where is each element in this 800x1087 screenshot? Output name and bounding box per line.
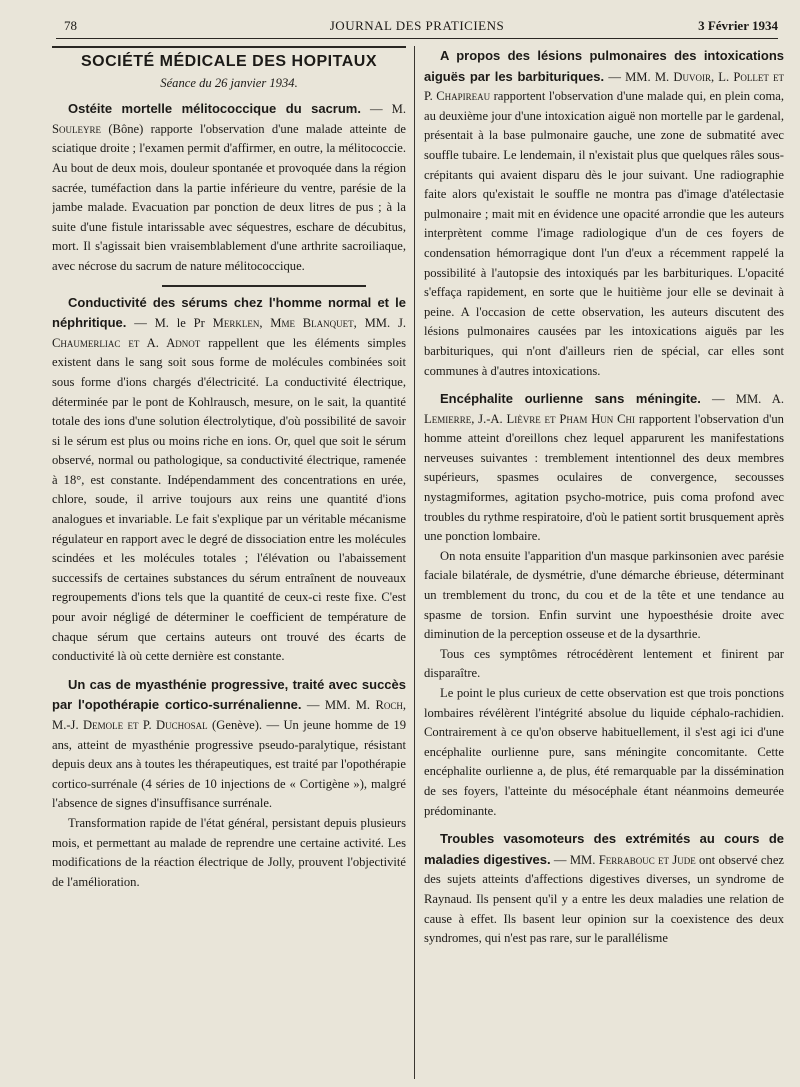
article-paragraph: Tous ces symptômes rétrocédèrent lentement et finirent par disparaître.	[424, 646, 784, 681]
article-authors: Souleyre	[52, 121, 101, 136]
article-title: Un cas de myasthénie progressive, traité avec succès par l'opothérapie cortico-surrénalienne.	[52, 676, 406, 713]
journal-title: JOURNAL DES PRATICIENS	[329, 18, 505, 33]
article-authors: Roch, M.-J. Demole et P. Duchosal	[52, 698, 406, 732]
column-rule	[414, 46, 415, 1079]
article-title: Troubles vasomoteurs des extrémités au cours de maladies digestives.	[424, 831, 784, 867]
session-date: Séance du 26 janvier 1934.	[160, 75, 298, 90]
running-header	[56, 18, 778, 39]
issue-date: 3 Février 1934	[698, 18, 778, 33]
article-osteite: Ostéite mortelle mélitococcique du sacrum. — M. Souleyre (Bône) rapporte l'observation d'une malade atteinte de sciatique droite ; l'examen permit d'affirmer, en outre, la mélitococcie. Au bout de deux mois, douleur spontanée et provoquée dans la région sacrée, tuméfaction dans la partie inférieure du ventre, parésie de la jambe malade. Evacuation par ponction de deux litres de pus ; à la suite d'une fistule intarissable avec séquestres, eschare de décubitus, mort. Il s'agissait bien vraisemblablement d'une arthrite sacroiliaque, avec nécrose du sacrum de nature mélitococcique.	[52, 101, 406, 273]
article-authors: Lemierre, J.-A. Lièvre et Pham Hun Chi	[424, 411, 636, 426]
article-body: (Bône) rapporte l'observation d'une malade atteinte de sciatique droite ; l'examen permit d'affirmer, en outre, la mélitococcie. Au bout de deux mois, douleur spontanée et provoquée dans la région sacrée, tuméfaction dans la partie inférieure du ventre, parésie de la jambe malade. Evacuation par ponction de deux litres de pus ; à la suite d'une fistule intarissable avec séquestres, eschare de décubitus, mort. Il s'agissait bien vraisemblablement d'une arthrite sacroiliaque, avec nécrose du sacrum de nature mélitococcique.	[52, 121, 406, 273]
article-encephalite: Encéphalite ourlienne sans méningite. — MM. A. Lemierre, J.-A. Lièvre et Pham Hun Chi rapportent l'observation d'un homme atteint d'oreillons chez lequel apparurent les manifestations nerveuses suivantes : tremblement intentionnel des deux membres supérieurs, spasmes oculaires de convergence, secousses nystagmiformes, agitation psycho-motrice, puis coma profond avec troubles du rythme respiratoire, d'où le patient sortit brusquement après une ponction lombaire. On nota ensuite l'apparition d'un masque parkinsonien avec parésie faciale bilatérale, de dysmétrie, d'une démarche ébrieuse, déterminant un tremblement du tronc, du cou et de la tête et une tendance au spasme de torsion. Enfin survint une hypoesthésie droite avec diminution de la perception osseuse et de la dysarthrie. Tous ces symptômes rétrocédèrent lentement et finirent par disparaître. Le point le plus curieux de cette observation est que trois ponctions lombaires révélèrent l'intégrité absolue du liquide céphalo-rachidien. Contrairement à ce qu'on observe habituellement, il s'est agi ici d'une encéphalite ourlienne pure, sans méningite concomitante. Cette encéphalite ourlienne a, de plus, été remarquable par la dissémination de ses foyers, l'atteinte du mésocéphale étant néanmoins demeurée prédominante.	[424, 389, 784, 821]
section-divider	[162, 285, 366, 287]
article-barbituriques: A propos des lésions pulmonaires des intoxications aiguës par les barbituriques. — MM. M. Duvoir, L. Pollet et P. Chapireau rapportent l'observation d'une malade qui, en plein coma, au deuxième jour d'une intoxication aiguë non mortelle par le gardenal, présentait à la base pulmonaire gauche, une zone de submatité avec souffle tubaire. Le lendemain, il n'existait plus que quelques râles sous-crépitants qui avaient disparu dès le jour suivant. Une radiographie faite alors qu'existait le souffle ne montra pas d'image d'atélectasie pulmonaire ; mait mit en évidence une opacité arrondie que les auteurs interprètent comme l'image radiologique d'un de ces foyers de condensation hémorragique dont l'un d'eux a récemment rappelé la possibilité à l'autopsie des intoxiqués par les barbituriques. L'opacité s'effaça rapidement, en sorte que le huitième jour elle se devinait à peine. A l'occasion de cette observation, les auteurs discutent des lésions pulmonaires causées par les intoxications aiguës par les barbituriques, qui n'ont d'ailleurs rien de spécial, car elles sont communes à d'autres intoxications.	[424, 48, 784, 378]
article-paragraph: Le point le plus curieux de cette observation est que trois ponctions lombaires révélèrent l'intégrité absolue du liquide céphalo-rachidien. Contrairement à ce qu'on observe habituellement, il s'est agi ici d'une encéphalite ourlienne pure, sans méningite concomitante. Cette encéphalite ourlienne a, de plus, été remarquable par la dissémination de ses foyers, l'atteinte du mésocéphale étant néanmoins demeurée prédominante.	[424, 686, 784, 818]
article-myasthenie: Un cas de myasthénie progressive, traité avec succès par l'opothérapie cortico-surrénalienne. — MM. M. Roch, M.-J. Demole et P. Duchosal (Genève). — Un jeune homme de 19 ans, atteint de myasthénie progressive pseudo-paralytique, résistant depuis deux ans à toutes les thérapeutiques, est traité par l'opothérapie cortico-surrénale (4 séries de 10 injections de « Cortigène »), malgré l'absence de signes d'insuffisance surrénale. Transformation rapide de l'état général, persistant depuis plusieurs mois, et permettant au malade de reprendre une certaine activité. Les modifications de la réaction électrique de Jolly, prouvent l'objectivité de l'amélioration.	[52, 675, 406, 893]
society-title: SOCIÉTÉ MÉDICALE DES HOPITAUX	[52, 46, 406, 72]
page-number: 78	[64, 18, 77, 33]
left-column	[52, 46, 406, 1079]
article-title: A propos des lésions pulmonaires des intoxications aiguës par les barbituriques.	[424, 48, 784, 84]
article-title: Conductivité des sérums chez l'homme normal et le néphritique.	[52, 294, 406, 331]
article-body: (Genève). — Un jeune homme de 19 ans, atteint de myasthénie progressive pseudo-paralytique, résistant depuis deux ans à toutes les thérapeutiques, est traité par l'opothérapie cortico-surrénale (4 séries de 10 injections de « Cortigène »), malgré l'absence de signes d'insuffisance surrénale.	[52, 718, 406, 811]
article-troubles-vasomoteurs: Troubles vasomoteurs des extrémités au cours de maladies digestives. — MM. Ferrabouc et Jude ont observé chez des sujets atteints d'affections digestives diverses, un syndrome de Raynaud. Ils pensent qu'il y a entre les deux maladies une relation de cause à effet. Ils basent leur opinion sur la coexistence des deux syndromes, qui n'est pas rare, sur le parallélisme	[424, 831, 784, 946]
article-body: rapportent l'observation d'une malade qui, en plein coma, au deuxième jour d'une intoxication aiguë non mortelle par le gardenal, présentait à la base pulmonaire gauche, une zone de submatité avec souffle tubaire. Le lendemain, il n'existait plus que quelques râles sous-crépitants qui avaient disparu dès le jour suivant. Une radiographie faite alors qu'existait le souffle ne montra pas d'image d'atélectasie pulmonaire ; mait mit en évidence une opacité arrondie que les auteurs interprètent comme l'image radiologique d'un de ces foyers de condensation hémorragique dont l'un d'eux a récemment rappelé la possibilité à l'autopsie des intoxiqués par les barbituriques. L'opacité s'effaça rapidement, en sorte que le huitième jour elle se devinait à peine. A l'occasion de cette observation, les auteurs discutent des lésions pulmonaires causées par les intoxications aiguës par les barbituriques, qui n'ont d'ailleurs rien de spécial, car elles sont communes à d'autres intoxications.	[424, 89, 784, 378]
article-body: ont observé chez des sujets atteints d'affections digestives diverses, un syndrome de Raynaud. Ils pensent qu'il y a entre les deux maladies une relation de cause à effet. Ils basent leur opinion sur la coexistence des deux syndromes, qui n'est pas rare, sur le parallélisme	[424, 852, 784, 946]
article-paragraph: Transformation rapide de l'état général, persistant depuis plusieurs mois, et permettant au malade de reprendre une certaine activité. Les modifications de la réaction électrique de Jolly, prouvent l'objectivité de l'amélioration.	[52, 815, 406, 889]
right-column	[424, 46, 784, 1079]
article-body: rappellent que les éléments simples existent dans le sang soit sous forme de molécules combinées soit sous forme d'ions chargés d'électricité. La conductivité électrique, déterminée par le pont de Kohlrausch, mesure, on le sait, la quantité totale des ions d'une solution électrolytique, d'où possibilité de savoir si le sérum est plus ou moins riche en ions. Or, quel que soit le sérum observé, normal ou pathologique, sa conductivité électrique, ramenée à 18°, est constante. Indépendamment des concentrations en urée, chlore, soude, il arrive toujours aux reins une quantité d'ions analogues et invariable. Le fait s'explique par un véritable mécanisme régulateur en rapport avec le degré de dissociation entre les molécules scindées et les molécules totales ; l'élévation ou l'abaissement successifs de certaines substances du sérum entraînent de nouveaux regroupements d'ions tels que la quantité de ceux-ci reste fixe. C'est pour avoir négligé de déterminer le coefficient de température de chaque sérum que certains auteurs ont trouvé des écarts de conductivité là où cette dernière est constante.	[52, 335, 406, 664]
article-paragraph: On nota ensuite l'apparition d'un masque parkinsonien avec parésie faciale bilatérale, de dysmétrie, d'une démarche ébrieuse, déterminant un tremblement du tronc, du cou et de la tête et une tendance au spasme de torsion. Enfin survint une hypoesthésie droite avec diminution de la perception osseuse et de la dysarthrie.	[424, 548, 784, 642]
article-title: Encéphalite ourlienne sans méningite.	[440, 391, 701, 407]
article-authors: Duvoir, L. Pollet et P. Chapireau	[424, 69, 784, 104]
article-authors: Ferrabouc et Jude	[598, 852, 696, 867]
article-authors: Merklen, Mme Blanquet, MM. J. Chaumerliac et A. Adnot	[52, 316, 406, 350]
article-conductivite: Conductivité des sérums chez l'homme normal et le néphritique. — M. le Pr Merklen, Mme Blanquet, MM. J. Chaumerliac et A. Adnot rappellent que les éléments simples existent dans le sang soit sous forme de molécules combinées soit sous forme d'ions chargés d'électricité. La conductivité électrique, déterminée par le pont de Kohlrausch, mesure, on le sait, la quantité totale des ions d'une solution électrolytique, d'où possibilité de savoir si le sérum est plus ou moins riche en ions. Or, quel que soit le sérum observé, normal ou pathologique, sa conductivité électrique, ramenée à 18°, est constante. Indépendamment des concentrations en urée, chlore, soude, il arrive toujours aux reins une quantité d'ions analogues et invariable. Le fait s'explique par un véritable mécanisme régulateur en rapport avec le degré de dissociation entre les molécules scindées et les molécules totales ; l'élévation ou l'abaissement successifs de certaines substances du sérum entraînent de nouveaux regroupements d'ions tels que la quantité de ceux-ci reste fixe. C'est pour avoir négligé de déterminer le coefficient de température de chaque sérum que certains auteurs ont trouvé des écarts de conductivité là où cette dernière est constante.	[52, 294, 406, 664]
article-title: Ostéite mortelle mélitococcique du sacrum.	[68, 101, 361, 117]
article-body: rapportent l'observation d'un homme atteint d'oreillons chez lequel apparurent les manifestations nerveuses suivantes : tremblement intentionnel des deux membres supérieurs, spasmes oculaires de convergence, secousses nystagmiformes, agitation psycho-motrice, puis coma profond avec troubles du rythme respiratoire, d'où le patient sortit brusquement après une ponction lombaire.	[424, 411, 784, 544]
